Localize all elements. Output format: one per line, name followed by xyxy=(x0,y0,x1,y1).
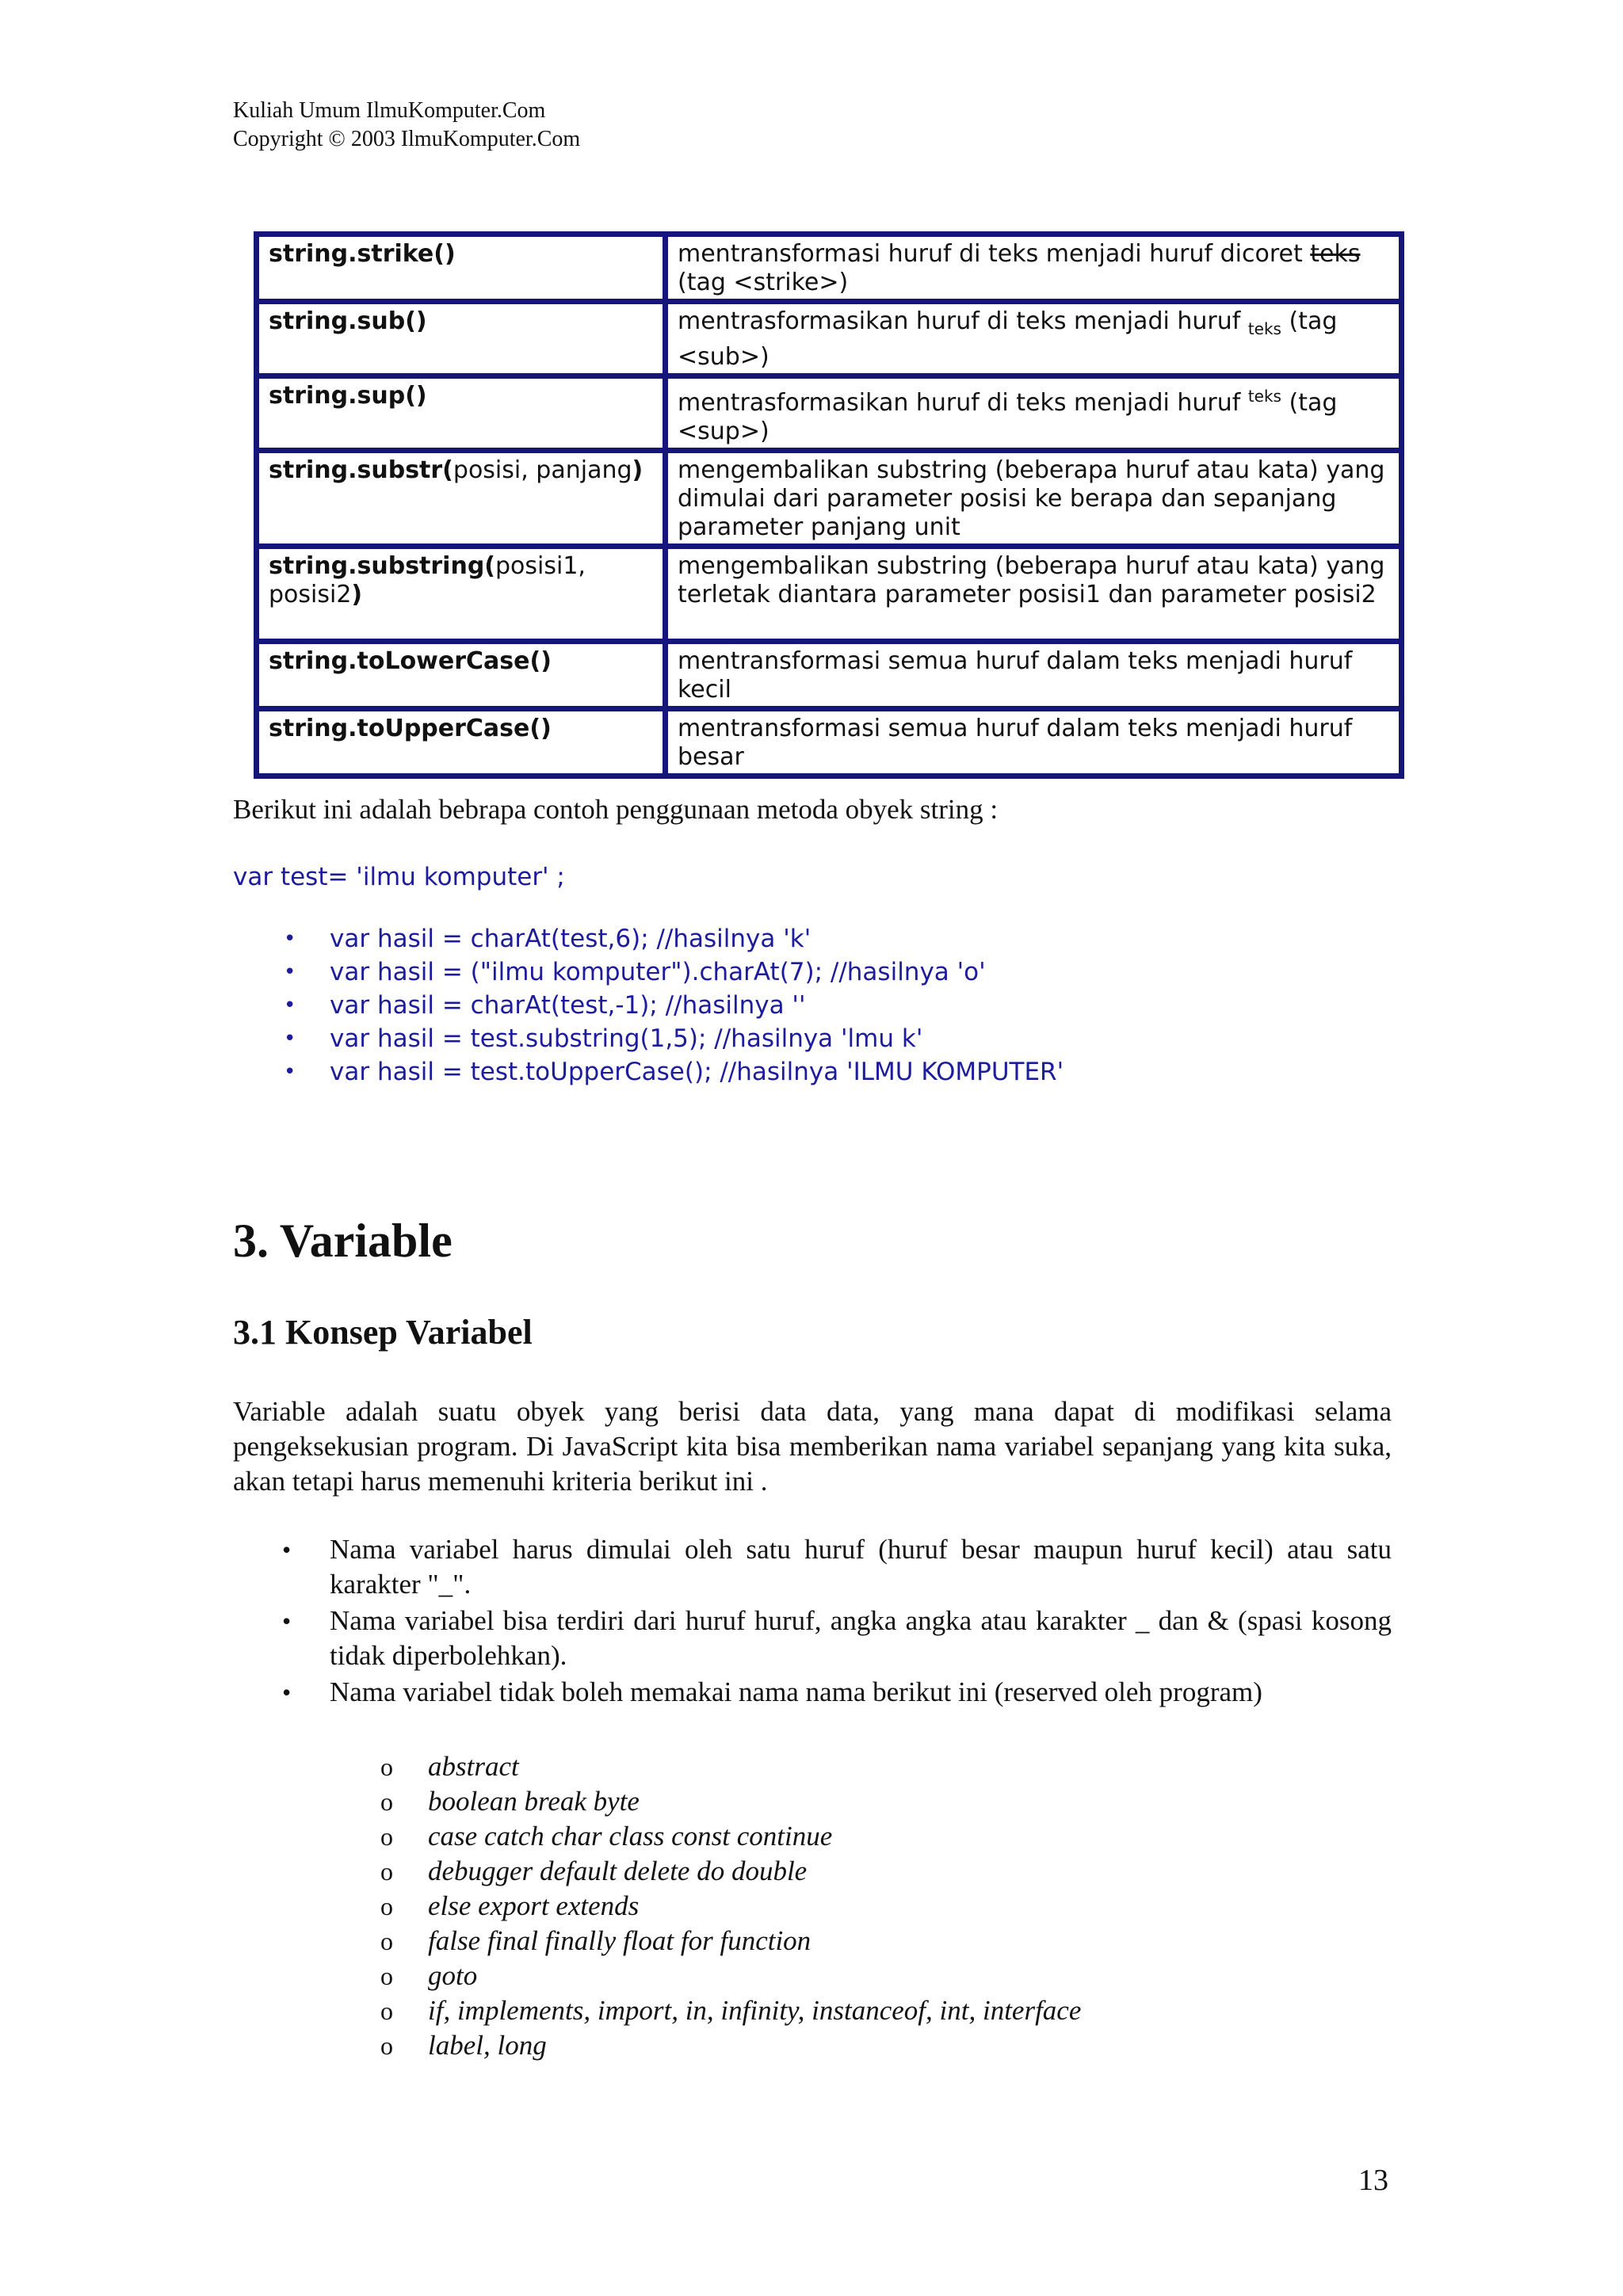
superscript-example: teks xyxy=(1247,387,1281,406)
section-title: 3. Variable xyxy=(233,1215,453,1267)
bullet-icon: • xyxy=(282,1607,292,1635)
circle-bullet-icon: o xyxy=(380,1857,393,1886)
list-item: • var hasil = test.toUpperCase(); //hasilnya 'ILMU KOMPUTER' xyxy=(233,1055,1422,1089)
description-cell: mentransformasi huruf di teks menjadi huruf dicoret teks (tag <strike>) xyxy=(666,235,1402,302)
list-item: o if, implements, import, in, infinity, instanceof, int, interface xyxy=(233,1993,1081,2028)
description-cell: mengembalikan substring (beberapa huruf atau kata) yang terletak diantara parameter posisi1 dan parameter posisi2 xyxy=(666,547,1402,642)
description-cell: mentrasformasikan huruf di teks menjadi huruf $_{teks}$ (tag <sub>) xyxy=(666,302,1402,376)
table-row xyxy=(257,376,1402,451)
circle-bullet-icon: o xyxy=(380,1787,393,1816)
table-row xyxy=(257,642,1402,709)
list-item: o debugger default delete do double xyxy=(233,1854,1081,1889)
list-item: • var hasil = charAt(test,6); //hasilnya 'k' xyxy=(233,922,1422,955)
circle-bullet-icon: o xyxy=(380,1927,393,1955)
header-course-title: Kuliah Umum IlmuKomputer.Com xyxy=(233,98,546,123)
method-cell: string.substring(posisi1, posisi2) xyxy=(257,547,666,642)
list-item: • Nama variabel harus dimulai oleh satu huruf (huruf besar maupun huruf kecil) atau satu karakter "_". xyxy=(282,1534,1392,1600)
list-item: • Nama variabel tidak boleh memakai nama nama berikut ini (reserved oleh program) xyxy=(233,1675,1392,1710)
table-row xyxy=(257,547,1402,642)
list-item: o boolean break byte xyxy=(233,1784,1081,1819)
circle-bullet-icon: o xyxy=(380,1753,393,1781)
list-item: o case catch char class const continue xyxy=(233,1819,1081,1854)
reserved-words-list xyxy=(233,1749,1081,2063)
header-copyright: Copyright © 2003 IlmuKomputer.Com xyxy=(233,127,581,151)
table-row xyxy=(257,451,1402,547)
method-cell: string.toUpperCase() xyxy=(257,709,666,776)
bullet-icon: • xyxy=(284,994,296,1017)
list-item: o abstract xyxy=(233,1749,1081,1784)
page-number: 13 xyxy=(1358,2164,1388,2197)
subscript-example: teks xyxy=(1247,319,1281,338)
bullet-icon: • xyxy=(284,960,296,984)
bullet-icon: • xyxy=(284,1027,296,1051)
method-cell: string.strike() xyxy=(257,235,666,302)
method-cell: string.sub() xyxy=(257,302,666,376)
table-row xyxy=(257,709,1402,776)
list-item: o goto xyxy=(233,1958,1081,1993)
list-item: o else export extends xyxy=(233,1889,1081,1924)
strike-example: teks xyxy=(1310,240,1361,268)
description-cell: mentrasformasikan huruf di teks menjadi huruf $^{teks}$ (tag <sup>) xyxy=(666,376,1402,451)
method-cell: string.toLowerCase() xyxy=(257,642,666,709)
method-cell: string.sup() xyxy=(257,376,666,451)
table-row xyxy=(257,235,1402,302)
list-item: • var hasil = charAt(test,-1); //hasilnya '' xyxy=(233,989,1422,1022)
circle-bullet-icon: o xyxy=(380,1962,393,1990)
string-methods-table xyxy=(254,231,1404,779)
description-cell: mentransformasi semua huruf dalam teks menjadi huruf besar xyxy=(666,709,1402,776)
list-item: o label, long xyxy=(233,2028,1081,2063)
naming-rules-list xyxy=(233,1532,1392,1711)
code-variable-declaration: var test= 'ilmu komputer' ; xyxy=(233,863,565,891)
circle-bullet-icon: o xyxy=(380,2031,393,2060)
list-item: • var hasil = test.substring(1,5); //hasilnya 'lmu k' xyxy=(233,1022,1422,1055)
subsection-title: 3.1 Konsep Variabel xyxy=(233,1313,533,1352)
circle-bullet-icon: o xyxy=(380,1997,393,2025)
list-item: • Nama variabel bisa terdiri dari huruf huruf, angka angka atau karakter _ dan & (spasi kosong tidak diperbolehkan). xyxy=(282,1605,1392,1671)
body-paragraph: Variable adalah suatu obyek yang berisi data data, yang mana dapat di modifikasi selama pengeksekusian program. Di JavaScript kita bisa memberikan nama variabel sepanjang yang kita suka, akan tetapi harus memenuhi kriteria berikut ini . xyxy=(233,1396,1392,1497)
table-row xyxy=(257,302,1402,376)
list-item: o false final finally float for function xyxy=(233,1924,1081,1958)
description-cell: mentransformasi semua huruf dalam teks menjadi huruf kecil xyxy=(666,642,1402,709)
page-header xyxy=(233,97,580,154)
circle-bullet-icon: o xyxy=(380,1822,393,1851)
intro-text: Berikut ini adalah bebrapa contoh penggunaan metoda obyek string : xyxy=(233,794,999,825)
method-cell: string.substr(posisi, panjang) xyxy=(257,451,666,547)
bullet-icon: • xyxy=(284,1060,296,1084)
bullet-icon: • xyxy=(284,927,296,951)
list-item: • var hasil = ("ilmu komputer").charAt(7); //hasilnya 'o' xyxy=(233,955,1422,989)
bullet-icon: • xyxy=(282,1535,292,1564)
circle-bullet-icon: o xyxy=(380,1892,393,1920)
bullet-icon: • xyxy=(282,1678,292,1707)
description-cell: mengembalikan substring (beberapa huruf atau kata) yang dimulai dari parameter posisi ke berapa dan sepanjang parameter panjang unit xyxy=(666,451,1402,547)
code-example-list xyxy=(233,922,1422,1089)
